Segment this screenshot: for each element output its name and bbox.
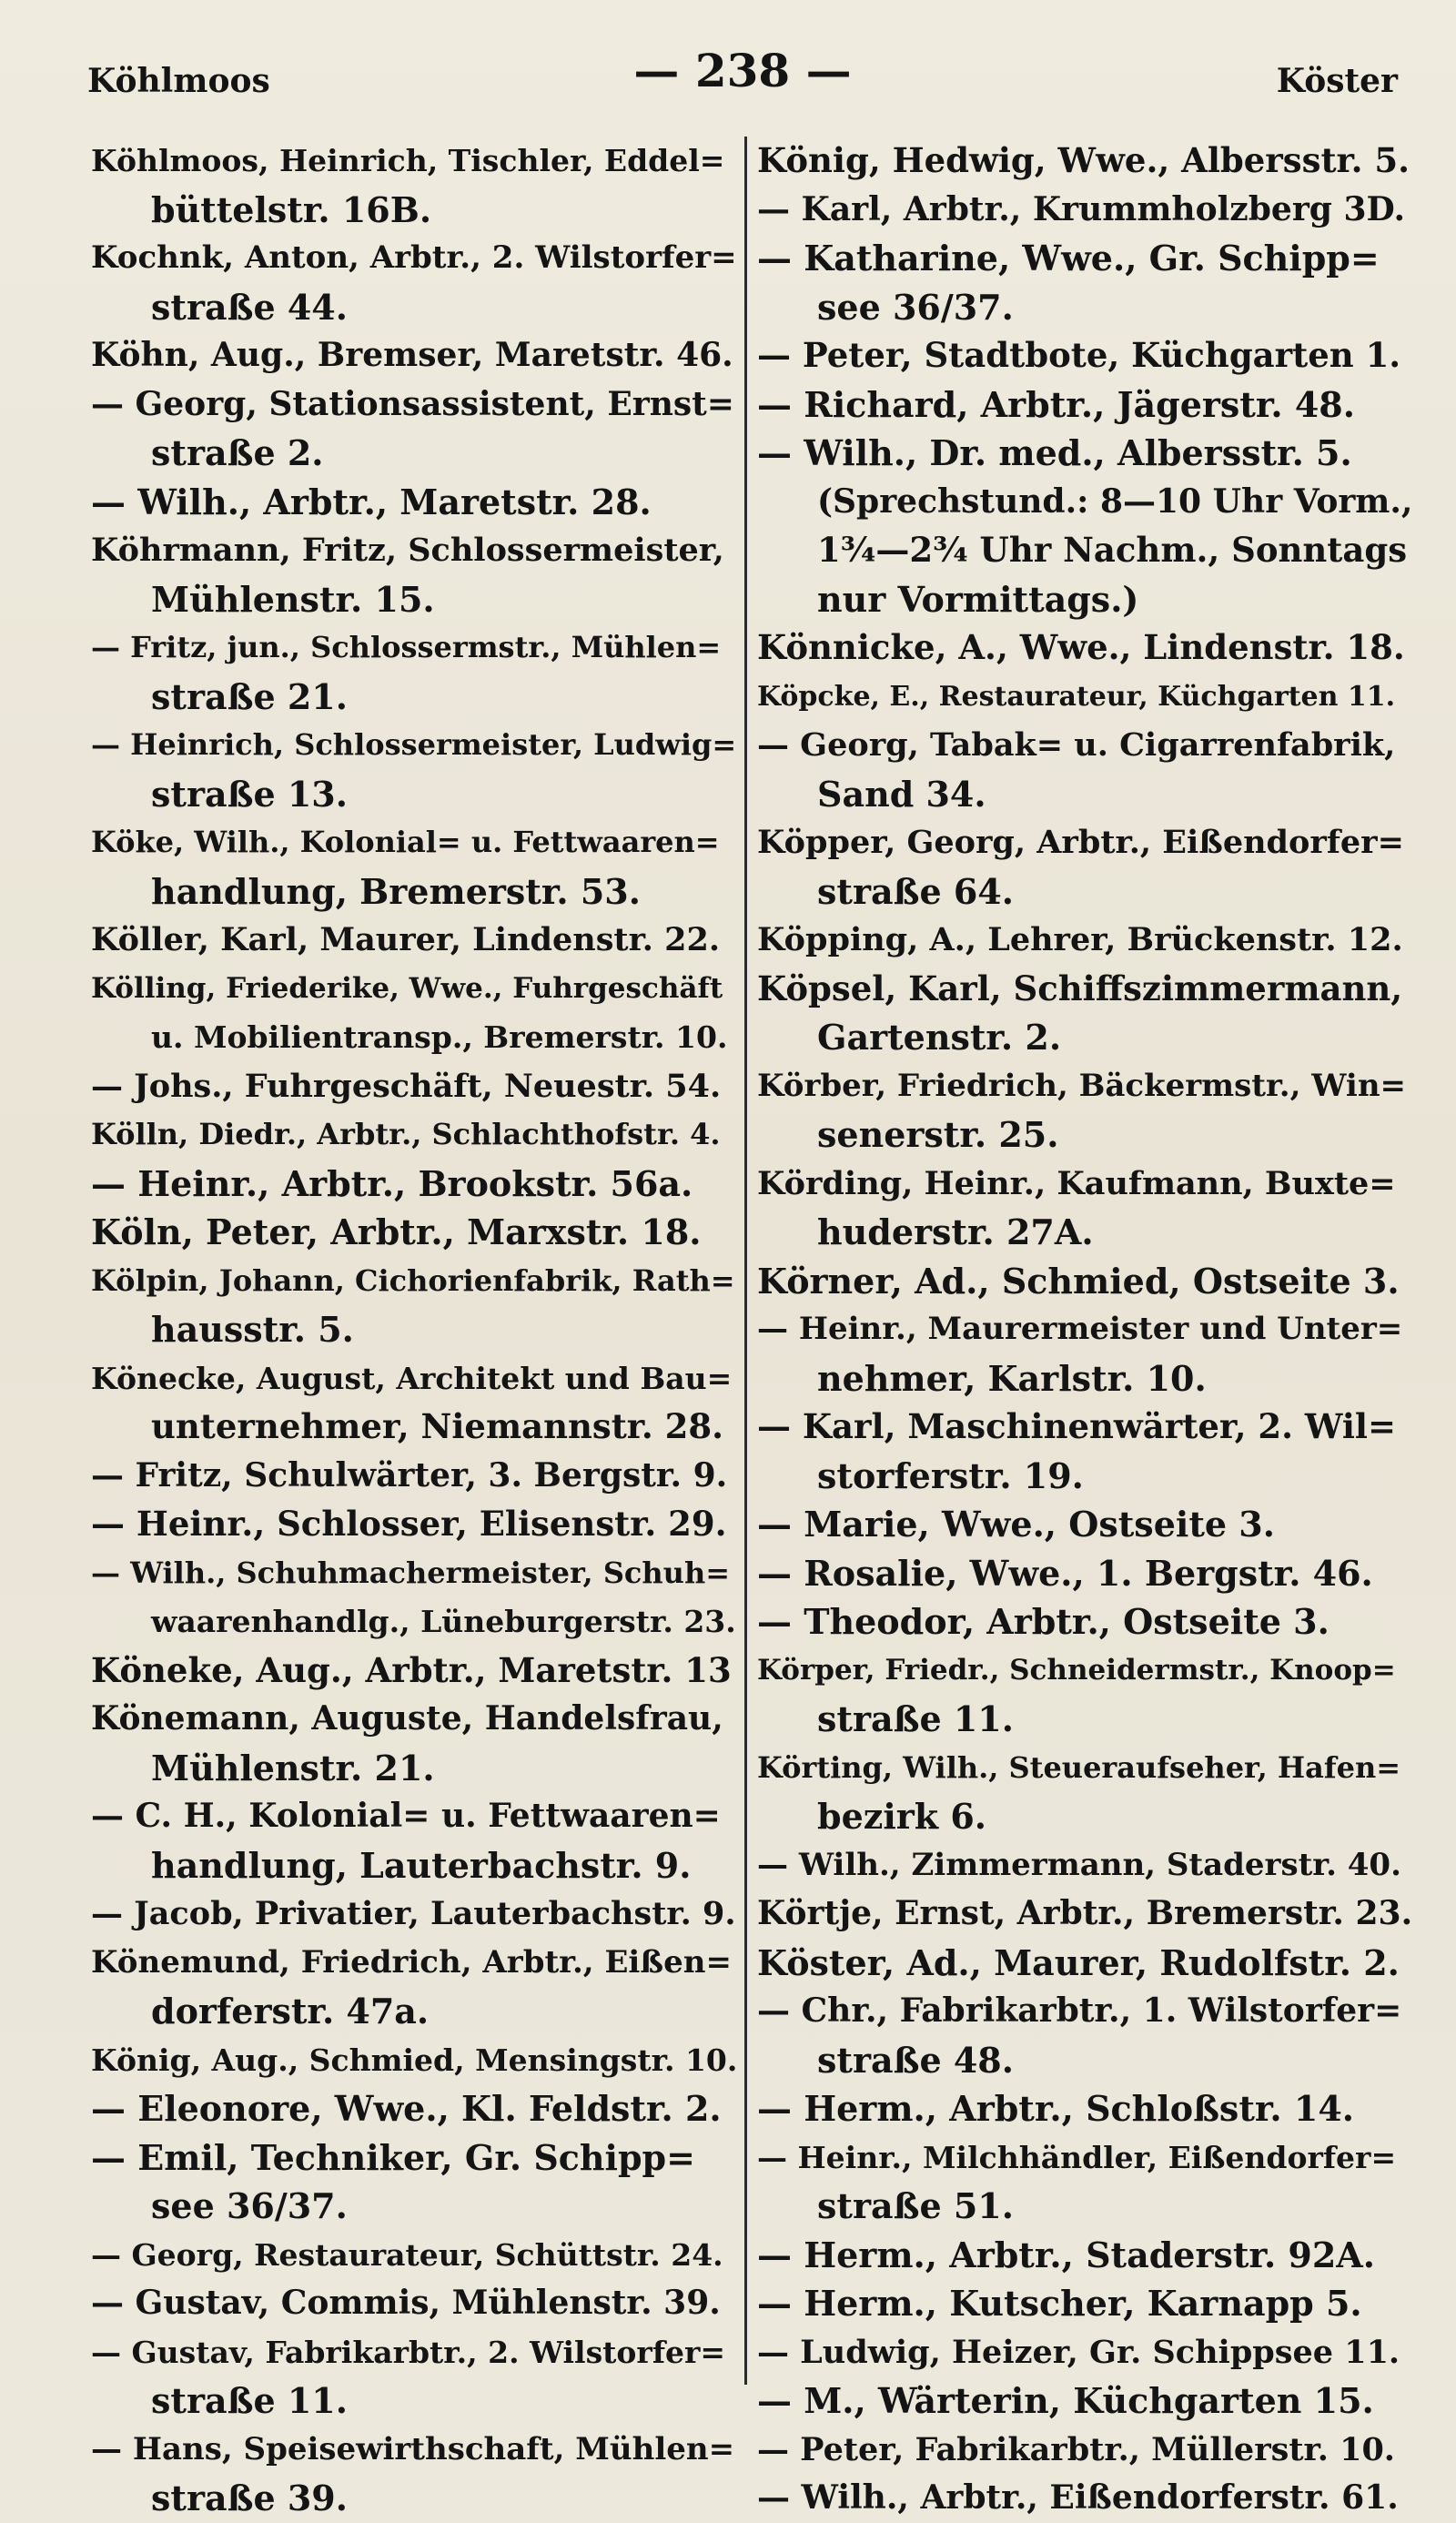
entry-line: handlung, Bremerstr. 53. <box>151 870 641 912</box>
entry-line: Körting, Wilh., Steueraufseher, Hafen= <box>757 1749 1401 1785</box>
entry-line: straße 39. <box>151 2477 348 2518</box>
entry-line: Körding, Heinr., Kaufmann, Buxte= <box>757 1164 1396 1202</box>
entry-line: — Herm., Arbtr., Staderstr. 92A. <box>757 2234 1375 2275</box>
entry-line: — Richard, Arbtr., Jägerstr. 48. <box>757 383 1355 425</box>
entry-line: straße 11. <box>817 1698 1014 1739</box>
entry-line: straße 64. <box>817 870 1014 912</box>
entry-line: — Georg, Tabak= u. Cigarrenfabrik, <box>757 726 1396 764</box>
entry-line: straße 51. <box>817 2185 1014 2226</box>
entry-line: 1¾—2¾ Uhr Nachm., Sonntags <box>817 530 1408 570</box>
entry-line: — Wilh., Dr. med., Albersstr. 5. <box>757 432 1352 473</box>
entry-line: — Peter, Stadtbote, Küchgarten 1. <box>757 335 1401 375</box>
entry-line: — Chr., Fabrikarbtr., 1. Wilstorfer= <box>757 1991 1402 2030</box>
left-column <box>91 137 738 2518</box>
entry-line: — Ludwig, Heizer, Gr. Schippsee 11. <box>757 2333 1400 2371</box>
entry-line: Köpper, Georg, Arbtr., Eißendorfer= <box>757 824 1404 861</box>
entry-line: büttelstr. 16B. <box>151 188 432 230</box>
entry-line: — Eleonore, Wwe., Kl. Feldstr. 2. <box>91 2088 722 2129</box>
entry-line: — Herm., Arbtr., Schloßstr. 14. <box>757 2088 1354 2129</box>
entry-line: — Emil, Techniker, Gr. Schipp= <box>91 2136 695 2178</box>
entry-line: senerstr. 25. <box>817 1114 1059 1155</box>
entry-line: Köke, Wilh., Kolonial= u. Fettwaaren= <box>91 825 720 859</box>
entry-line: Körber, Friedrich, Bäckermstr., Win= <box>757 1067 1407 1104</box>
entry-line: — Katharine, Wwe., Gr. Schipp= <box>757 238 1380 279</box>
entry-line: Kölln, Diedr., Arbtr., Schlachthofstr. 4. <box>91 1117 721 1151</box>
entry-line: — Heinr., Schlosser, Elisenstr. 29. <box>91 1504 727 1544</box>
entry-line: — Karl, Maschinenwärter, 2. Wil= <box>757 1406 1396 1446</box>
entry-line: unternehmer, Niemannstr. 28. <box>151 1406 724 1446</box>
entry-line: Köpsel, Karl, Schiffszimmermann, <box>757 968 1403 1008</box>
entry-line: — Fritz, jun., Schlossermstr., Mühlen= <box>91 630 722 664</box>
entry-line: huderstr. 27A. <box>817 1211 1094 1252</box>
entry-line: — Johs., Fuhrgeschäft, Neuestr. 54. <box>91 1067 722 1105</box>
page-number: — 238 — <box>633 44 852 97</box>
entry-line: — Peter, Fabrikarbtr., Müllerstr. 10. <box>757 2430 1395 2468</box>
entry-line: — Heinr., Milchhändler, Eißendorfer= <box>757 2139 1397 2175</box>
entry-line: Kochnk, Anton, Arbtr., 2. Wilstorfer= <box>91 239 737 276</box>
entry-line: bezirk 6. <box>817 1796 987 1837</box>
entry-line: — M., Wärterin, Küchgarten 15. <box>757 2380 1374 2421</box>
entry-line: straße 48. <box>817 2039 1014 2081</box>
entry-line: Köpping, A., Lehrer, Brückenstr. 12. <box>757 921 1403 958</box>
entry-line: Mühlenstr. 15. <box>151 578 435 620</box>
entry-line: — Fritz, Schulwärter, 3. Bergstr. 9. <box>91 1455 728 1495</box>
entry-line: Köln, Peter, Arbtr., Marxstr. 18. <box>91 1211 702 1252</box>
entry-line: — Theodor, Arbtr., Ostseite 3. <box>757 1601 1330 1642</box>
entry-line: storferstr. 19. <box>817 1454 1084 1496</box>
entry-line: Könemund, Friedrich, Arbtr., Eißen= <box>91 1943 732 1981</box>
entry-line: Köneke, Aug., Arbtr., Maretstr. 13 <box>91 1649 732 1690</box>
header-first-entry: Köhlmoos <box>87 62 270 100</box>
entry-line: — Wilh., Arbtr., Eißendorferstr. 61. <box>757 2478 1399 2517</box>
entry-line: hausstr. 5. <box>151 1309 354 1350</box>
header-last-entry: Köster <box>1276 62 1398 100</box>
entry-line: — C. H., Kolonial= u. Fettwaaren= <box>91 1797 721 1835</box>
entry-line: Körtje, Ernst, Arbtr., Bremerstr. 23. <box>757 1894 1413 1932</box>
entry-line: — Rosalie, Wwe., 1. Bergstr. 46. <box>757 1552 1373 1594</box>
entry-line: straße 2. <box>151 432 324 473</box>
entry-line: Köller, Karl, Maurer, Lindenstr. 22. <box>91 921 721 958</box>
entry-line: see 36/37. <box>151 2185 348 2226</box>
entry-line: — Heinr., Maurermeister und Unter= <box>757 1311 1403 1347</box>
entry-line: — Georg, Restaurateur, Schüttstr. 24. <box>91 2236 723 2273</box>
entry-line: — Marie, Wwe., Ostseite 3. <box>757 1504 1275 1545</box>
entry-line: Kölling, Friederike, Wwe., Fuhrgeschäft <box>91 971 723 1005</box>
entry-line: Köster, Ad., Maurer, Rudolfstr. 2. <box>757 1941 1400 1983</box>
entry-line: handlung, Lauterbachstr. 9. <box>151 1844 692 1886</box>
entry-line: Köhrmann, Fritz, Schlossermeister, <box>91 532 724 569</box>
entry-line: — Wilh., Schuhmachermeister, Schuh= <box>91 1555 731 1590</box>
entry-line: — Herm., Kutscher, Karnapp 5. <box>757 2283 1362 2324</box>
entry-line: — Georg, Stationsassistent, Ernst= <box>91 384 734 423</box>
entry-line: nehmer, Karlstr. 10. <box>817 1357 1207 1399</box>
entry-line: straße 11. <box>151 2380 348 2421</box>
entry-line: Körper, Friedr., Schneidermstr., Knoop= <box>757 1653 1396 1687</box>
entry-line: Könecke, August, Architekt und Bau= <box>91 1360 733 1396</box>
entry-line: Köhn, Aug., Bremser, Maretstr. 46. <box>91 336 733 374</box>
entry-line: straße 21. <box>151 675 348 717</box>
entry-line: Körner, Ad., Schmied, Ostseite 3. <box>757 1260 1400 1302</box>
entry-line: Kölpin, Johann, Cichorienfabrik, Rath= <box>91 1262 735 1298</box>
entry-line: — Heinr., Arbtr., Brookstr. 56a. <box>91 1162 693 1204</box>
entry-line: nur Vormittags.) <box>817 578 1139 620</box>
entry-line: — Wilh., Zimmermann, Staderstr. 40. <box>757 1846 1401 1883</box>
entry-line: u. Mobilientransp., Bremerstr. 10. <box>151 1019 728 1055</box>
entry-line: Köhlmoos, Heinrich, Tischler, Eddel= <box>91 143 725 178</box>
page-header <box>87 44 1398 117</box>
entry-line: straße 44. <box>151 286 348 328</box>
entry-line: dorferstr. 47a. <box>151 1991 430 2032</box>
entry-line: — Hans, Speisewirthschaft, Mühlen= <box>91 2430 735 2467</box>
entry-line: — Gustav, Commis, Mühlenstr. 39. <box>91 2284 721 2322</box>
entry-line: — Heinrich, Schlossermeister, Ludwig= <box>91 727 737 762</box>
entry-line: Könnicke, A., Wwe., Lindenstr. 18. <box>757 627 1405 667</box>
entry-line: — Jacob, Privatier, Lauterbachstr. 9. <box>91 1895 736 1932</box>
entry-line: Könemann, Auguste, Handelsfrau, <box>91 1699 723 1738</box>
right-column <box>757 137 1413 2517</box>
entry-line: Mühlenstr. 21. <box>151 1747 435 1788</box>
entry-line: Köpcke, E., Restaurateur, Küchgarten 11. <box>757 680 1396 713</box>
entry-line: — Wilh., Arbtr., Maretstr. 28. <box>91 481 652 522</box>
column-divider <box>744 137 747 2385</box>
entry-line: Gartenstr. 2. <box>817 1017 1062 1058</box>
entry-line: straße 13. <box>151 773 348 815</box>
entry-line: König, Hedwig, Wwe., Albersstr. 5. <box>757 140 1410 180</box>
entry-line: see 36/37. <box>817 286 1014 328</box>
entry-line: Sand 34. <box>817 773 986 815</box>
entry-line: (Sprechstund.: 8—10 Uhr Vorm., <box>817 481 1413 521</box>
entry-line: König, Aug., Schmied, Mensingstr. 10. <box>91 2042 738 2078</box>
entry-line: — Gustav, Fabrikarbtr., 2. Wilstorfer= <box>91 2334 726 2370</box>
entry-line: — Karl, Arbtr., Krummholzberg 3D. <box>757 189 1406 228</box>
entry-line: waarenhandlg., Lüneburgerstr. 23. <box>151 1604 736 1639</box>
